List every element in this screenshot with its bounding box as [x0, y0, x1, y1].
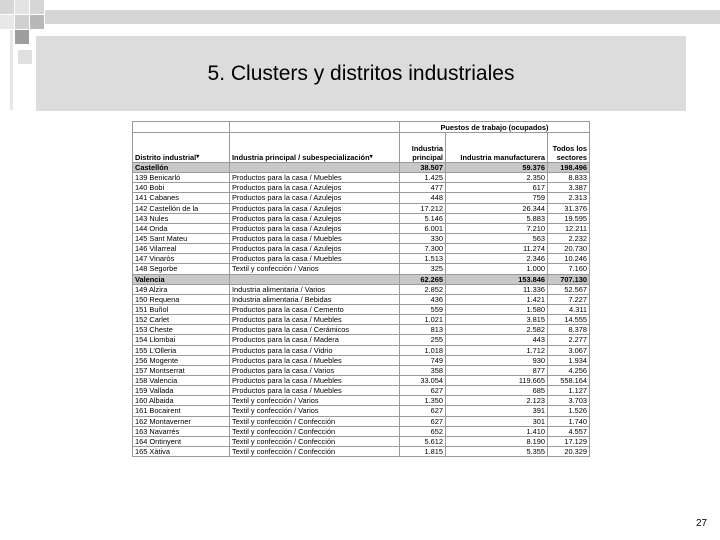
- table-row: [133, 183, 590, 193]
- table-cell: 627: [400, 416, 446, 426]
- table-cell: 3.703: [548, 396, 590, 406]
- table-cell: 2.852: [400, 284, 446, 294]
- table-cell: 685: [446, 386, 548, 396]
- table-cell: 17.212: [400, 203, 446, 213]
- table-cell: 4.311: [548, 304, 590, 314]
- table-cell: Productos para la casa / Muebles: [230, 233, 400, 243]
- table-group-row: [133, 163, 590, 173]
- table-cell: Textil y confección / Confección: [230, 436, 400, 446]
- table-cell: 7.160: [548, 264, 590, 274]
- table-cell: Industria alimentaria / Varios: [230, 284, 400, 294]
- table-cell: 160 Albaida: [133, 396, 230, 406]
- table-cell: 20.329: [548, 446, 590, 456]
- table-cell: 156 Mogente: [133, 355, 230, 365]
- table-cell: Productos para la casa / Azulejos: [230, 244, 400, 254]
- table-cell: 3.387: [548, 183, 590, 193]
- table-cell: 1.018: [400, 345, 446, 355]
- table-cell: 448: [400, 193, 446, 203]
- table-cell: 7.227: [548, 294, 590, 304]
- table-cell: 31.376: [548, 203, 590, 213]
- table-cell: 2.123: [446, 396, 548, 406]
- table-cell: 162 Montaverner: [133, 416, 230, 426]
- table-row: [133, 335, 590, 345]
- table-cell: 6.001: [400, 223, 446, 233]
- table-cell: Productos para la casa / Azulejos: [230, 183, 400, 193]
- table-cell: 152 Carlet: [133, 315, 230, 325]
- table-cell: 2.313: [548, 193, 590, 203]
- table-cell: 627: [400, 406, 446, 416]
- table-cell: 1.425: [400, 173, 446, 183]
- table-cell: 147 Vinaròs: [133, 254, 230, 264]
- table-cell: [230, 274, 400, 284]
- page-title: 5. Clusters y distritos industriales: [207, 62, 515, 85]
- table-cell: 12.211: [548, 223, 590, 233]
- table-row: [133, 294, 590, 304]
- table-cell: 33.054: [400, 375, 446, 385]
- table-cell: 563: [446, 233, 548, 243]
- table-cell: 164 Ontinyent: [133, 436, 230, 446]
- table-cell: 163 Navarrés: [133, 426, 230, 436]
- table-cell: Productos para la casa / Muebles: [230, 173, 400, 183]
- table-cell: 2.232: [548, 233, 590, 243]
- table-cell: 436: [400, 294, 446, 304]
- table-row: [133, 386, 590, 396]
- table-row: [133, 396, 590, 406]
- table-row: [133, 254, 590, 264]
- table-cell: 1.712: [446, 345, 548, 355]
- table-cell: 119.665: [446, 375, 548, 385]
- table-cell: 391: [446, 406, 548, 416]
- table-header-row: [133, 133, 590, 163]
- table-cell: 140 Bobi: [133, 183, 230, 193]
- table-cell: 144 Onda: [133, 223, 230, 233]
- table-cell: 59.376: [446, 163, 548, 173]
- table-cell: 1.513: [400, 254, 446, 264]
- table-cell: 38.507: [400, 163, 446, 173]
- table-cell: 558.164: [548, 375, 590, 385]
- table-cell: 813: [400, 325, 446, 335]
- table-row: [133, 203, 590, 213]
- table-row: [133, 244, 590, 254]
- table-cell: 52.567: [548, 284, 590, 294]
- table-cell: 358: [400, 365, 446, 375]
- table-row: [133, 284, 590, 294]
- column-header: Industria manufacturera: [446, 133, 548, 163]
- table-cell: 255: [400, 335, 446, 345]
- table-cell: 143 Nules: [133, 213, 230, 223]
- table-cell: 7.210: [446, 223, 548, 233]
- table-row: [133, 426, 590, 436]
- table-cell: 930: [446, 355, 548, 365]
- table-cell: 2.277: [548, 335, 590, 345]
- table-cell: 877: [446, 365, 548, 375]
- column-header: Industria principal / subespecialización▾: [230, 133, 400, 163]
- districts-table: [132, 121, 590, 457]
- table-cell: 19.595: [548, 213, 590, 223]
- table-row: [133, 304, 590, 314]
- table-cell: 149 Alzira: [133, 284, 230, 294]
- table-cell: 8.833: [548, 173, 590, 183]
- header-group-label: Puestos de trabajo (ocupados): [400, 122, 590, 133]
- table-cell: 749: [400, 355, 446, 365]
- table-cell: Productos para la casa / Muebles: [230, 315, 400, 325]
- table-cell: 2.582: [446, 325, 548, 335]
- table-row: [133, 213, 590, 223]
- table-row: [133, 436, 590, 446]
- table-cell: 1.127: [548, 386, 590, 396]
- table-cell: 5.883: [446, 213, 548, 223]
- table-cell: 157 Montserrat: [133, 365, 230, 375]
- table-cell: Textil y confección / Varios: [230, 406, 400, 416]
- table-cell: 150 Requena: [133, 294, 230, 304]
- table-row: [133, 446, 590, 456]
- table-cell: 14.555: [548, 315, 590, 325]
- table-cell: 146 Vilarreal: [133, 244, 230, 254]
- table-cell: 8.190: [446, 436, 548, 446]
- table-cell: 1.000: [446, 264, 548, 274]
- table-cell: 26.344: [446, 203, 548, 213]
- table-cell: 11.336: [446, 284, 548, 294]
- table-cell: 145 Sant Mateu: [133, 233, 230, 243]
- table-cell: 5.146: [400, 213, 446, 223]
- table-cell: 443: [446, 335, 548, 345]
- table-cell: 10.246: [548, 254, 590, 264]
- table-group-row: [133, 274, 590, 284]
- table-cell: 153.846: [446, 274, 548, 284]
- districts-table-container: [132, 121, 589, 469]
- table-cell: 1.580: [446, 304, 548, 314]
- table-cell: Productos para la casa / Cemento: [230, 304, 400, 314]
- table-cell: Textil y confección / Varios: [230, 264, 400, 274]
- filter-arrow-icon[interactable]: ▾: [369, 154, 373, 160]
- table-cell: 3.067: [548, 345, 590, 355]
- table-cell: 1.815: [400, 446, 446, 456]
- table-cell: 154 Llombai: [133, 335, 230, 345]
- table-cell: Productos para la casa / Muebles: [230, 386, 400, 396]
- table-cell: Productos para la casa / Azulejos: [230, 223, 400, 233]
- table-cell: 153 Cheste: [133, 325, 230, 335]
- table-cell: Textil y confección / Confección: [230, 416, 400, 426]
- table-cell: 325: [400, 264, 446, 274]
- table-cell: 1.526: [548, 406, 590, 416]
- table-cell: 148 Segorbe: [133, 264, 230, 274]
- table-cell: 141 Cabanes: [133, 193, 230, 203]
- table-cell: 2.350: [446, 173, 548, 183]
- table-cell: 4.256: [548, 365, 590, 375]
- table-cell: 2.346: [446, 254, 548, 264]
- column-header: Industria principal: [400, 133, 446, 163]
- table-cell: 5.355: [446, 446, 548, 456]
- table-header-group-row: [133, 122, 590, 133]
- table-cell: 330: [400, 233, 446, 243]
- table-cell: 142 Castellón de la: [133, 203, 230, 213]
- table-row: [133, 416, 590, 426]
- table-cell: Industria alimentaria / Bebidas: [230, 294, 400, 304]
- table-cell: Productos para la casa / Muebles: [230, 254, 400, 264]
- table-cell: 8.378: [548, 325, 590, 335]
- table-cell: 159 Vallada: [133, 386, 230, 396]
- table-cell: Productos para la casa / Varios: [230, 365, 400, 375]
- table-row: [133, 355, 590, 365]
- table-cell: 17.129: [548, 436, 590, 446]
- table-cell: 1.021: [400, 315, 446, 325]
- table-cell: Productos para la casa / Madera: [230, 335, 400, 345]
- table-cell: 5.612: [400, 436, 446, 446]
- table-row: [133, 264, 590, 274]
- table-cell: 3.815: [446, 315, 548, 325]
- table-cell: 62.265: [400, 274, 446, 284]
- table-cell: 1.350: [400, 396, 446, 406]
- table-row: [133, 325, 590, 335]
- table-cell: 559: [400, 304, 446, 314]
- table-cell: 759: [446, 193, 548, 203]
- table-cell: 1.421: [446, 294, 548, 304]
- table-cell: Productos para la casa / Muebles: [230, 375, 400, 385]
- table-cell: 139 Benicarló: [133, 173, 230, 183]
- table-row: [133, 193, 590, 203]
- table-cell: 165 Xàtiva: [133, 446, 230, 456]
- table-cell: 301: [446, 416, 548, 426]
- table-row: [133, 365, 590, 375]
- table-cell: 151 Buñol: [133, 304, 230, 314]
- table-cell: 11.274: [446, 244, 548, 254]
- table-row: [133, 173, 590, 183]
- table-cell: 1.410: [446, 426, 548, 436]
- table-cell: [230, 163, 400, 173]
- table-cell: Textil y confección / Confección: [230, 426, 400, 436]
- table-row: [133, 315, 590, 325]
- table-cell: Productos para la casa / Azulejos: [230, 213, 400, 223]
- table-row: [133, 233, 590, 243]
- table-cell: Textil y confección / Varios: [230, 396, 400, 406]
- table-cell: Valencia: [133, 274, 230, 284]
- table-cell: Castellón: [133, 163, 230, 173]
- table-cell: Productos para la casa / Azulejos: [230, 203, 400, 213]
- page-number: 27: [696, 518, 708, 529]
- column-header: Distrito industrial▾: [133, 133, 230, 163]
- table-cell: 617: [446, 183, 548, 193]
- column-header: Todos los sectores: [548, 133, 590, 163]
- table-cell: Productos para la casa / Cerámicos: [230, 325, 400, 335]
- table-cell: 155 L'Olleria: [133, 345, 230, 355]
- table-cell: 20.730: [548, 244, 590, 254]
- table-cell: 477: [400, 183, 446, 193]
- filter-arrow-icon[interactable]: ▾: [196, 154, 200, 160]
- table-cell: 1.934: [548, 355, 590, 365]
- table-cell: 627: [400, 386, 446, 396]
- table-cell: Productos para la casa / Vidrio: [230, 345, 400, 355]
- table-cell: 4.557: [548, 426, 590, 436]
- table-cell: 1.740: [548, 416, 590, 426]
- table-cell: 198.496: [548, 163, 590, 173]
- table-row: [133, 406, 590, 416]
- table-cell: Textil y confección / Confección: [230, 446, 400, 456]
- table-cell: 7.300: [400, 244, 446, 254]
- table-cell: 161 Bocairent: [133, 406, 230, 416]
- table-cell: Productos para la casa / Azulejos: [230, 193, 400, 203]
- table-cell: 652: [400, 426, 446, 436]
- table-cell: Productos para la casa / Muebles: [230, 355, 400, 365]
- table-row: [133, 223, 590, 233]
- table-body: [133, 163, 590, 457]
- table-cell: 707.130: [548, 274, 590, 284]
- table-cell: 158 Valencia: [133, 375, 230, 385]
- table-row: [133, 375, 590, 385]
- table-row: [133, 345, 590, 355]
